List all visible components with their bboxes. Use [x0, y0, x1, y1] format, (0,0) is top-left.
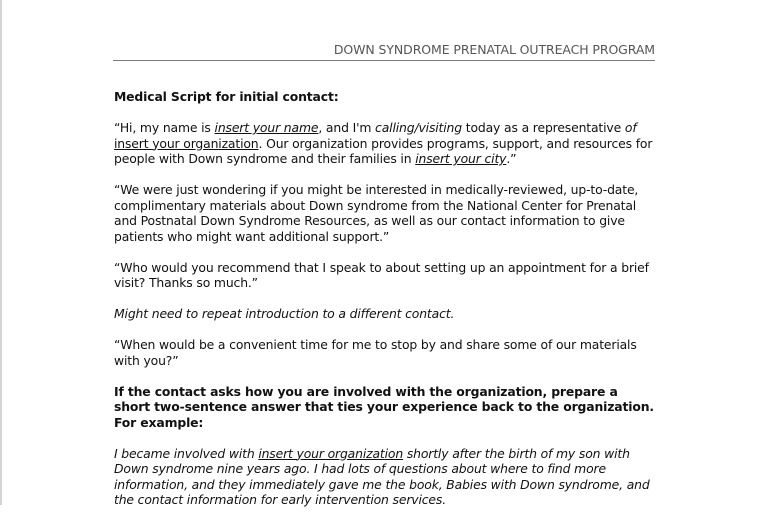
intro-text-3: today as a representative	[461, 120, 625, 135]
intro-text-5: . Our organization provides programs, support, and resources for people with Down syndrome and their families in	[114, 135, 653, 166]
running-header: DOWN SYNDROME PRENATAL OUTREACH PROGRAM	[113, 42, 655, 61]
city-placeholder: insert your city	[415, 151, 507, 166]
calling-visiting-text: calling/visiting	[375, 120, 462, 135]
intro-text-1: “Hi, my name is	[114, 120, 215, 135]
recommend-paragraph: “Who would you recommend that I speak to about setting up an appointment for a brief visit? Thanks so much.”	[114, 259, 649, 290]
intro-text-2: , and I'm	[318, 120, 376, 135]
intro-paragraph	[114, 120, 654, 167]
example-text-1: I became involved with	[114, 445, 259, 461]
intro-text-6: .”	[506, 151, 517, 166]
organization-placeholder: insert your organization	[114, 135, 259, 151]
repeat-note: Might need to repeat introduction to a different contact.	[114, 306, 455, 321]
name-placeholder: insert your name	[214, 120, 319, 135]
example-organization-placeholder: insert your organization	[258, 445, 404, 461]
example-text-2: shortly after the birth of my son with Down syndrome nine years ago. I had lots of questions about where to find more information, and they immediately gave me the book, Babies with Down syndrome, and the contact information for early intervention services.	[114, 445, 650, 507]
materials-paragraph: “We were just wondering if you might be interested in medically-reviewed, up-to-date, complimentary materials about Down syndrome from the National Center for Prenatal and Postnatal Down Syndrome Resources, as well as our contact information to give patients who might want additional support.”	[114, 182, 639, 244]
time-paragraph: “When would be a convenient time for me to stop by and share some of our materials with you?”	[114, 337, 637, 368]
example-paragraph	[114, 446, 654, 508]
instruction-paragraph: If the contact asks how you are involved with the organization, prepare a short two-sentence answer that ties your experience back to the organization. For example:	[114, 383, 654, 430]
document-body	[114, 89, 654, 523]
of-text: of	[624, 120, 637, 135]
section-heading: Medical Script for initial contact:	[114, 89, 339, 104]
